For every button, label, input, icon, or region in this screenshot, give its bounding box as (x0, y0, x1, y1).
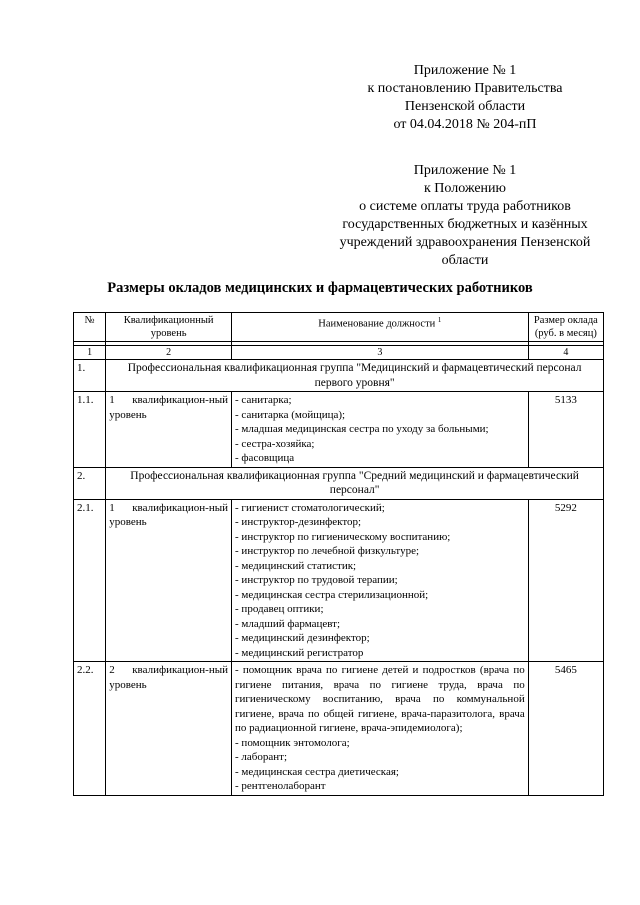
row-num: 2.1. (74, 499, 106, 662)
group-num: 1. (74, 360, 106, 392)
appendix-decree-line3: Пензенской области (404, 99, 526, 114)
position-item: - сестра-хозяйка; (235, 437, 315, 450)
position-item: - инструктор по трудовой терапии; (235, 574, 398, 586)
header-salary: Размер оклада (руб. в месяц) (528, 313, 603, 342)
group-num: 2. (74, 467, 106, 499)
row-salary: 5133 (528, 392, 603, 468)
position-item: - младший фармацевт; (235, 617, 341, 630)
position-item: - инструктор-дезинфектор; (235, 516, 362, 528)
appendix-decree-line4: от 04.04.2018 № 204-пП (393, 117, 537, 132)
position-item: - медицинская сестра стерилизационной; (235, 588, 429, 601)
group-row-1 (74, 360, 604, 392)
row-level: 1 квалификацион-ный уровень (106, 499, 232, 662)
position-item: - младшая медицинская сестра по уходу за больными; (235, 423, 489, 435)
col-number-4: 4 (528, 346, 603, 360)
table-row (74, 662, 604, 796)
position-item: - инструктор по гигиеническому воспитанию; (235, 530, 451, 543)
header-position (232, 313, 529, 342)
position-item: - помощник врача по гигиене детей и подростков (врача по гигиене питания, врача по гигиене труда, врача по гигиеническому воспитанию, врача по коммунальной гигиене, врача по общей гигиене, врача-паразитолога, врача по радиационной гигиене, врача-эпидемиолога); (235, 664, 525, 734)
header-level: Квалификационный уровень (106, 313, 232, 342)
col-number-2: 2 (106, 346, 232, 360)
position-item: - медицинский регистратор (235, 646, 364, 659)
group-title: Профессиональная квалификационная группа "Медицинский и фармацевтический персонал первого уровня" (106, 360, 604, 392)
row-positions (232, 392, 529, 468)
header-position-label: Наименование должности (318, 318, 436, 330)
position-item: - санитарка; (235, 394, 292, 406)
appendix-header-regulation (300, 162, 630, 270)
appendix-header-decree (300, 62, 630, 134)
row-salary: 5292 (528, 499, 603, 662)
row-num: 1.1. (74, 392, 106, 468)
position-item: - медицинский дезинфектор; (235, 632, 370, 644)
position-item: - медицинская сестра диетическая; (235, 765, 399, 778)
table-row (74, 392, 604, 468)
row-num: 2.2. (74, 662, 106, 796)
appendix-decree-line1: Приложение № 1 (413, 63, 517, 78)
appendix-regulation-line3: о системе оплаты труда работников (359, 199, 571, 214)
row-level: 2 квалификацион-ный уровень (106, 662, 232, 796)
appendix-regulation-line1: Приложение № 1 (413, 163, 517, 178)
group-title: Профессиональная квалификационная группа "Средний медицинский и фармацевтический персонал" (106, 467, 604, 499)
appendix-regulation-line4: государственных бюджетных и казённых (342, 217, 588, 232)
col-number-1: 1 (74, 346, 106, 360)
table-row (74, 499, 604, 662)
column-numbers-row (74, 346, 604, 360)
appendix-regulation-line5: учреждений здравоохранения Пензенской (339, 235, 591, 250)
row-positions (232, 499, 529, 662)
position-item: - лаборант; (235, 751, 288, 763)
row-positions (232, 662, 529, 796)
group-row-2 (74, 467, 604, 499)
position-item: - помощник энтомолога; (235, 736, 350, 749)
position-item: - рентгенолаборант (235, 780, 326, 792)
appendix-decree-line2: к постановлению Правительства (367, 81, 563, 96)
position-item: - инструктор по лечебной физкультуре; (235, 545, 420, 557)
position-item: - фасовщица (235, 452, 295, 464)
position-item: - продавец оптики; (235, 603, 324, 615)
appendix-regulation-line6: области (441, 253, 489, 268)
table-header-row (74, 313, 604, 342)
appendix-regulation-line2: к Положению (423, 181, 506, 196)
position-item: - гигиенист стоматологический; (235, 501, 385, 514)
salary-table (73, 312, 604, 796)
header-position-footnote: 1 (437, 316, 442, 324)
header-num: № (74, 313, 106, 342)
col-number-3: 3 (232, 346, 529, 360)
document-title: Размеры окладов медицинских и фармацевтических работников (107, 280, 533, 296)
position-item: - санитарка (мойщица); (235, 408, 346, 421)
position-item: - медицинский статистик; (235, 559, 357, 572)
row-salary: 5465 (528, 662, 603, 796)
row-level: 1 квалификацион-ный уровень (106, 392, 232, 468)
